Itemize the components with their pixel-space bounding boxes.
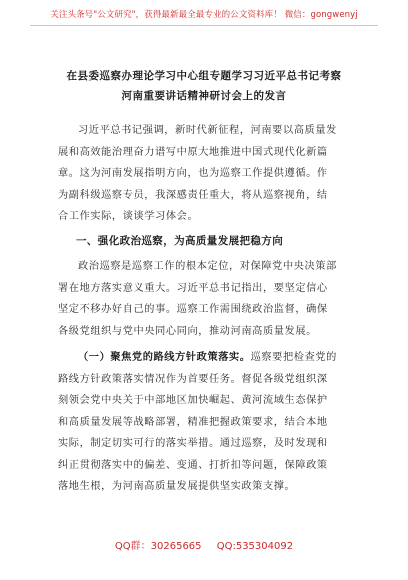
intro-line: 章。这为河南发展指明方向，也为巡察工作提供遵循。作 [58, 168, 328, 179]
document-title-line-2: 河南重要讲话精神研讨会上的发言 [121, 90, 287, 102]
header-divider [30, 25, 378, 26]
document-title-line-1: 在县委巡察办理论学习中心组专题学习习近平总书记考察 [66, 70, 342, 82]
subsection-1-paragraph [58, 347, 358, 498]
subsection-1-line: 实际，制定切实可行的落实举措。通过巡察，及时发现和 [58, 438, 328, 449]
subsection-1-line: 刻领会党中央关于中部地区加快崛起、黄河流域生态保护 [58, 395, 328, 406]
intro-line: 合工作实际，谈谈学习体会。 [58, 211, 199, 222]
footer-qq-group: QQ群：30265665 [114, 541, 202, 552]
footer-contact [0, 537, 408, 552]
section-heading-1: 一、强化政治巡察，为高质量发展把稳方向 [76, 235, 284, 247]
subsection-1-first-line [58, 347, 358, 369]
intro-line: 展和高效能治理奋力谱写中原大地推进中国式现代化新篇 [58, 146, 328, 158]
subsection-1-first-text: 巡察要把检查党的 [250, 352, 337, 363]
subsection-1-heading: （一）聚焦党的路线方针政策落实。 [78, 351, 251, 363]
intro-line: 为副科级巡察专员，我深感责任重大，将从巡察视角，结 [58, 189, 328, 201]
section-1-line: 坚定不移办好自己的事。巡察工作需围绕政治监督，确保 [58, 304, 328, 315]
footer-qq: QQ:535304092 [216, 541, 294, 552]
subsection-1-line: 路线方针政策落实情况作为首要任务。督促各级党组织深 [58, 373, 328, 385]
section-1-line: 各级党组织与党中央同心同向，推动河南高质量发展。 [58, 325, 317, 337]
intro-line: 习近平总书记强调，新时代新征程，河南要以高质量发 [78, 125, 337, 136]
subsection-1-line: 和高质量发展等战略部署，精准把握政策要求，结合本地 [58, 416, 328, 428]
section-1-line: 署在地方落实意义重大。习近平总书记指出，要坚定信心 [58, 282, 328, 294]
section-1-paragraph [58, 256, 358, 342]
header-banner: 关注头条号"公文研究"，获得最新最全最专业的公文资料库！ 微信：gongwenyj [50, 10, 358, 20]
subsection-1-line: 落地生根，为河南高质量发展提供坚实政策支撑。 [58, 481, 296, 492]
subsection-1-line: 纠正贯彻落实中的偏差、变通、打折扣等问题，保障政策 [58, 459, 328, 471]
intro-paragraph [58, 120, 358, 228]
section-1-line: 政治巡察是巡察工作的根本定位，对保障党中央决策部 [78, 261, 337, 272]
